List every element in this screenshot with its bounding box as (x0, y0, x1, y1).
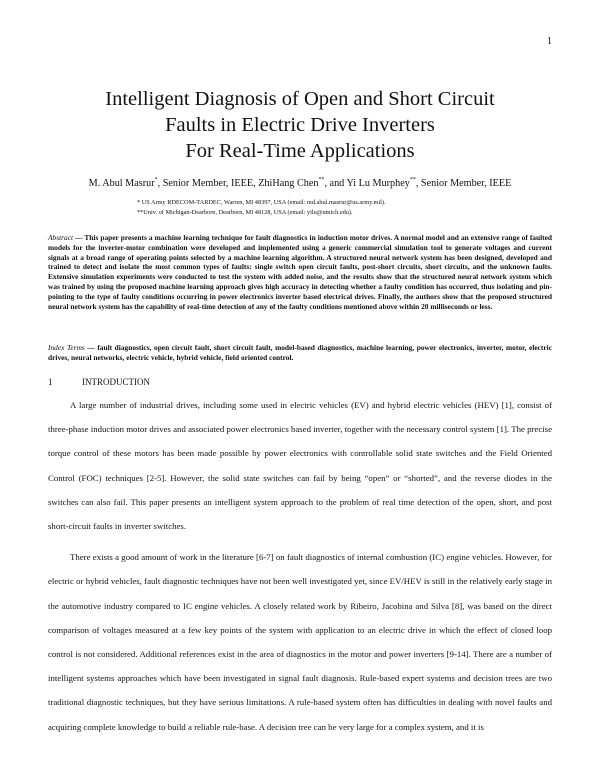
abstract-label: Abstract (48, 233, 74, 242)
title-line: Intelligent Diagnosis of Open and Short Circuit (105, 88, 495, 110)
author-name: ZhiHang Chen (258, 178, 319, 189)
author-list (40, 178, 560, 189)
section-title: INTRODUCTION (82, 377, 150, 387)
paragraph: A large number of industrial drives, including some used in electric vehicles (EV) and hybrid electric vehicles (HEV) [1], consist of three-phase induction motor drives and associated power electronics based inverter, together with the necessary control system [1]. The precise torque control of these motors has been made possible by power electronics with controllable solid state switches and the Field Oriented Control (FOC) techniques [2-5]. However, the solid state switches can fail by being “open” or “shorted”, and the reverse diodes in the switches can also fail. This paper presents an intelligent system approach to the problem of real time detection of the open, short, and post short-circuit faults in inverter switches. (48, 400, 552, 532)
author-name: Yi Lu Murphey (346, 178, 410, 189)
body-text (48, 393, 552, 746)
index-terms (48, 343, 552, 363)
affiliation-mark: ** (409, 177, 416, 183)
affiliation-line: * US Army RDECOM-TARDEC, Warren, MI 48397, USA (email: md.abul.masrur@us.army.mil). (137, 199, 386, 206)
author-role: , Senior Member, IEEE, (157, 178, 259, 189)
index-terms-text: — fault diagnostics, open circuit fault, short circuit fault, model-based diagnostics, machine learning, power electronics, inverter, motor, electric drives, neural networks, electric vehicle, hybrid vehicle, field oriented control. (48, 343, 553, 362)
affiliation-mark: ** (318, 177, 325, 183)
title-line: For Real-Time Applications (185, 140, 415, 162)
index-terms-label: Index Terms (48, 343, 85, 352)
page-number: 1 (547, 36, 552, 47)
title-line: Faults in Electric Drive Inverters (165, 114, 435, 136)
section-heading (48, 377, 150, 387)
author-name: M. Abul Masrur (88, 178, 155, 189)
author-role: , and (324, 178, 347, 189)
section-number: 1 (48, 377, 53, 387)
paragraph: There exists a good amount of work in the literature [6-7] on fault diagnostics of internal combustion (IC) engine vehicles. However, for electric or hybrid vehicles, fault diagnostic techniques have not been well investigated yet, since EV/HEV is still in the relatively early stage in the automotive industry compared to IC engine vehicles. A closely related work by Ribeiro, Jacobina and Silva [8], was based on the direct comparison of voltages measured at a few key points of the system with application to an electric drive in which the effect of closed loop control is not considered. Additional references exist in the area of diagnostics in the motor and power inverters [9-14]. There are a number of intelligent systems approaches which have been investigated in signal fault diagnosis. Rule-based expert systems and decision trees are two traditional diagnostic techniques, but they have serious limitations. A rule-based system often has difficulties in dealing with novel faults and acquiring complete knowledge to build a reliable rule-base. A decision tree can be very large for a complex system, and it is (48, 552, 552, 732)
paper-title (40, 86, 560, 164)
author-role: , Senior Member, IEEE (415, 178, 512, 189)
abstract (48, 233, 552, 311)
affiliation-line: **Univ. of Michigan-Dearborn, Dearborn, MI 48128, USA (email: yilu@umich.edu). (137, 209, 353, 216)
affiliations (137, 198, 540, 218)
abstract-text: — This paper presents a machine learning technique for fault diagnostics in induction motor drives. A normal model and an extensive range of faulted models for the inverter-motor combination were developed and implemented using a generic commercial simulation tool to generate voltages and current signals at a broad range of operating points selected by a machine learning algorithm. A structured neural network system has been designed, developed and trained to detect and isolate the most common types of faults: single switch open circuit faults, post-short circuits, short circuits, and the unknown faults. Extensive simulation experiments were conducted to test the system with added noise, and the results show that the structured neural network system which was trained by using the proposed machine learning approach gives high accuracy in detecting whether a faulty condition has occurred, thus isolating and pin-pointing to the type of faulty conditions occurring in power electronics inverter based electrical drives. Finally, the authors show that the proposed structured neural network system has the capability of real-time detection of any of the faulty conditions mentioned above within 20 milliseconds or less. (48, 233, 552, 311)
affiliation-mark: * (154, 177, 158, 183)
